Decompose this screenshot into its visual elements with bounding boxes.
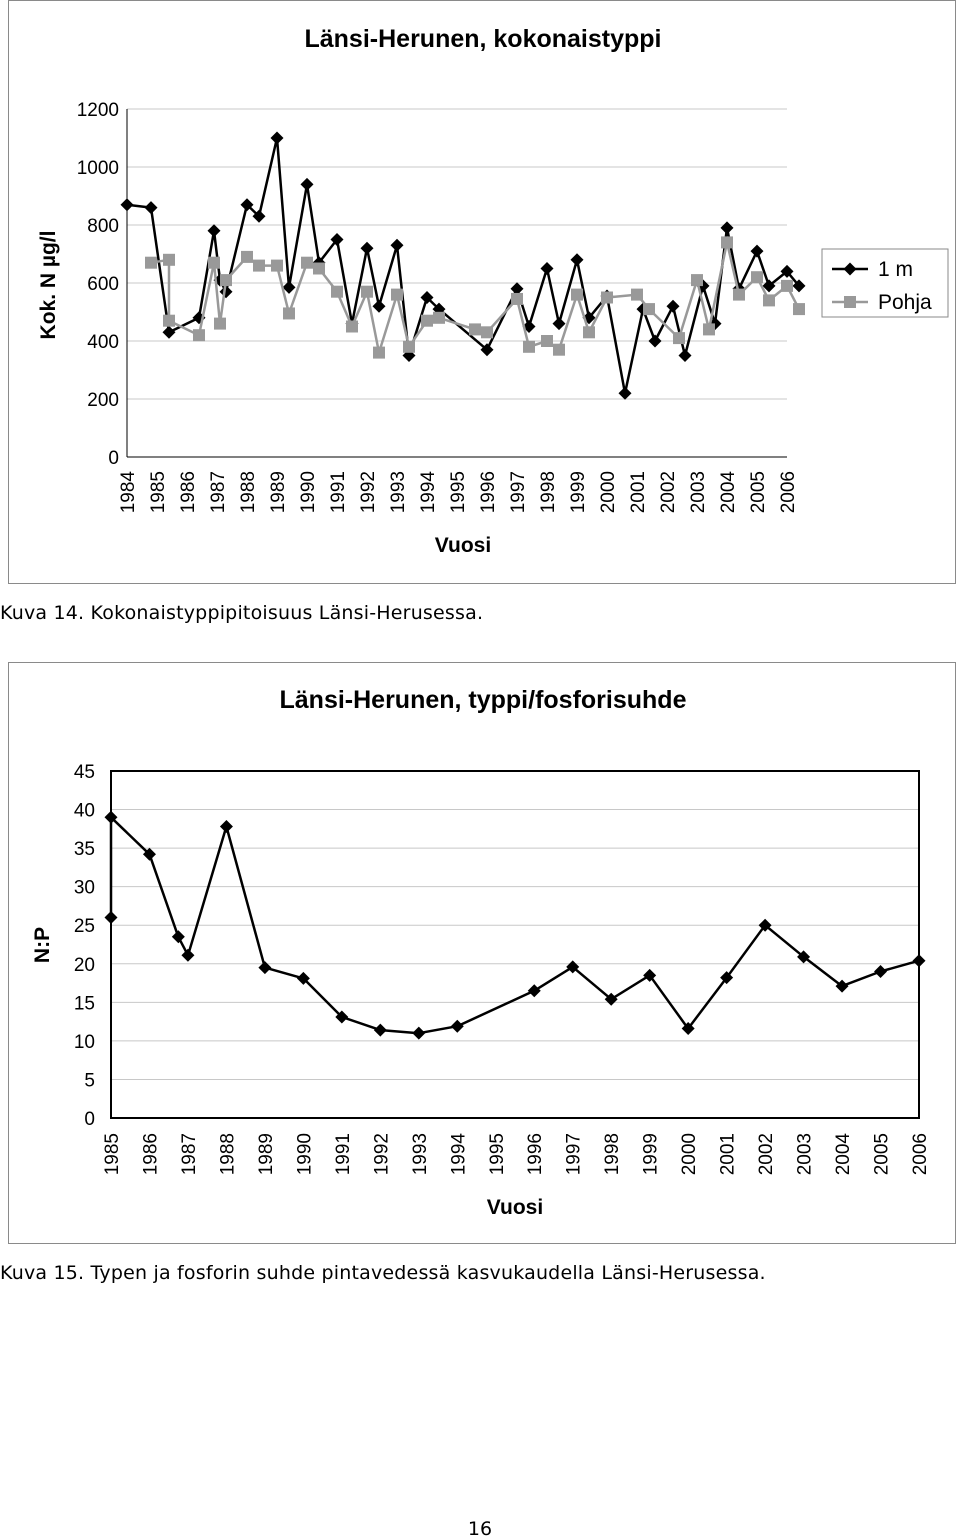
data-point [793,303,805,315]
data-point [481,326,493,338]
data-point [691,274,703,286]
data-point [145,201,158,214]
data-point [208,257,220,269]
x-tick-label: 2006 [910,1133,931,1176]
data-point [721,236,733,248]
data-point [451,1020,464,1033]
data-point [601,292,613,304]
data-point [763,294,775,306]
x-tick-label: 1988 [217,1133,239,1176]
x-tick-label: 1985 [102,1133,123,1176]
data-point [571,289,583,301]
x-tick-label: 1985 [148,471,169,514]
x-tick-label: 2003 [794,1133,816,1176]
data-point [373,300,386,313]
x-tick-label: 1994 [418,471,439,514]
data-point [361,242,374,255]
chart-title: Länsi-Herunen, kokonaistyppi [304,25,662,53]
data-point [412,1027,425,1040]
y-tick-label: 35 [73,839,95,861]
figure-caption-15: Kuva 15. Typen ja fosforin suhde pintavedessä kasvukaudella Länsi-Herusessa. [0,1262,766,1284]
y-tick-label: 15 [73,993,95,1015]
data-point [391,239,404,252]
chart-title: Länsi-Herunen, typpi/fosforisuhde [279,686,687,714]
data-point [181,949,194,962]
x-tick-label: 2005 [748,471,769,514]
data-point [313,263,325,275]
data-point [733,289,745,301]
x-tick-label: 2001 [717,1133,739,1176]
figure-caption-14: Kuva 14. Kokonaistyppipitoisuus Länsi-Herusessa. [0,602,484,624]
data-point [751,271,763,283]
data-point [553,317,566,330]
data-point [193,329,205,341]
y-tick-label: 45 [73,762,95,783]
data-point [541,335,553,347]
data-point [241,251,253,263]
data-point [301,257,313,269]
x-tick-label: 1986 [140,1133,162,1176]
data-point [421,315,433,327]
x-tick-label: 1993 [388,471,409,514]
data-point [571,253,584,266]
data-point [361,286,373,298]
data-point [619,387,632,400]
x-tick-label: 1986 [178,471,199,514]
data-point [913,954,926,967]
x-tick-label: 1998 [602,1133,624,1176]
x-tick-label: 1994 [448,1133,470,1176]
x-tick-label: 1991 [332,1133,354,1176]
x-tick-label: 1984 [118,471,139,514]
y-tick-label: 0 [84,1109,95,1130]
y-axis-title: N:P [31,926,54,964]
y-tick-label: 1000 [76,158,119,179]
y-tick-label: 200 [87,390,119,411]
x-tick-label: 1987 [178,1133,200,1176]
x-tick-label: 1990 [294,1133,316,1176]
x-tick-label: 1992 [371,1133,393,1176]
data-point [214,318,226,330]
data-point [374,1024,387,1037]
chart-frame-np-ratio [8,662,956,1244]
y-tick-label: 30 [73,877,95,899]
data-point [469,323,481,335]
data-point [523,341,535,353]
data-point [391,289,403,301]
data-point [220,820,233,833]
x-tick-label: 1992 [358,471,379,514]
x-tick-label: 2001 [628,471,649,514]
y-tick-label: 40 [73,800,95,822]
y-tick-label: 0 [108,448,119,469]
x-axis-title: Vuosi [486,1196,544,1219]
x-tick-label: 1996 [478,471,499,514]
data-point [301,178,314,191]
data-point [271,132,284,145]
x-tick-label: 1987 [208,471,229,514]
data-point [403,341,415,353]
data-point [631,289,643,301]
legend-label: 1 m [878,258,914,281]
x-tick-label: 2006 [778,471,799,514]
x-tick-label: 1997 [508,471,529,514]
data-point [346,321,358,333]
data-point [163,315,175,327]
x-tick-label: 1997 [563,1133,585,1176]
y-tick-label: 25 [73,916,95,938]
data-point [751,245,764,258]
chart-np-ratio [9,663,955,1243]
data-point [541,262,554,275]
data-point [553,344,565,356]
data-point [673,332,685,344]
x-tick-label: 1988 [238,471,259,514]
x-tick-label: 2002 [756,1133,778,1176]
x-tick-label: 2004 [833,1133,855,1176]
data-point [163,326,176,339]
y-tick-label: 5 [84,1070,95,1092]
x-tick-label: 1999 [640,1133,662,1176]
x-tick-label: 2000 [679,1133,701,1176]
data-point [373,347,385,359]
x-tick-label: 1998 [538,471,559,514]
data-point [511,293,523,305]
data-point [649,335,662,348]
plot-area-border [111,771,919,1118]
chart-total-nitrogen [9,1,955,583]
data-point [258,961,271,974]
data-point [874,965,887,978]
data-point [121,198,134,211]
data-point [145,257,157,269]
series-line-1 [127,138,799,393]
y-tick-label: 800 [87,216,119,237]
data-point [433,312,445,324]
data-point [667,300,680,313]
legend-label: Pohja [878,291,932,314]
y-tick-label: 600 [87,274,119,295]
y-tick-label: 10 [73,1031,95,1053]
data-point [172,930,185,943]
data-point [781,280,793,292]
y-tick-label: 1200 [76,100,119,121]
data-point [105,911,118,924]
x-tick-label: 1989 [268,471,289,514]
data-point [528,984,541,997]
x-tick-label: 2004 [718,471,739,514]
x-tick-label: 2005 [871,1133,893,1176]
x-tick-label: 1990 [298,471,319,514]
data-point [283,307,295,319]
data-point [679,349,692,362]
data-point [721,221,734,234]
x-tick-label: 1995 [448,471,469,514]
data-point [583,326,595,338]
x-axis-title: Vuosi [434,534,492,557]
data-point [220,274,232,286]
data-point [208,224,221,237]
x-tick-label: 2002 [658,471,679,514]
data-point [703,323,715,335]
data-point [271,260,283,272]
legend-marker [844,296,856,308]
page-number: 16 [467,1518,493,1540]
x-tick-label: 1993 [409,1133,431,1176]
x-tick-label: 1995 [486,1133,508,1176]
y-tick-label: 400 [87,332,119,353]
data-point [163,254,175,266]
x-tick-label: 1989 [255,1133,277,1176]
y-axis-title: Kok. N µg/l [37,230,60,340]
x-tick-label: 1999 [568,471,589,514]
data-point [331,286,343,298]
x-tick-label: 2003 [688,471,709,514]
data-point [643,303,655,315]
chart-frame-total-nitrogen [8,0,956,584]
x-tick-label: 2000 [598,471,619,514]
y-tick-label: 20 [73,954,95,976]
x-tick-label: 1996 [525,1133,547,1176]
data-point [253,260,265,272]
x-tick-label: 1991 [328,471,349,514]
